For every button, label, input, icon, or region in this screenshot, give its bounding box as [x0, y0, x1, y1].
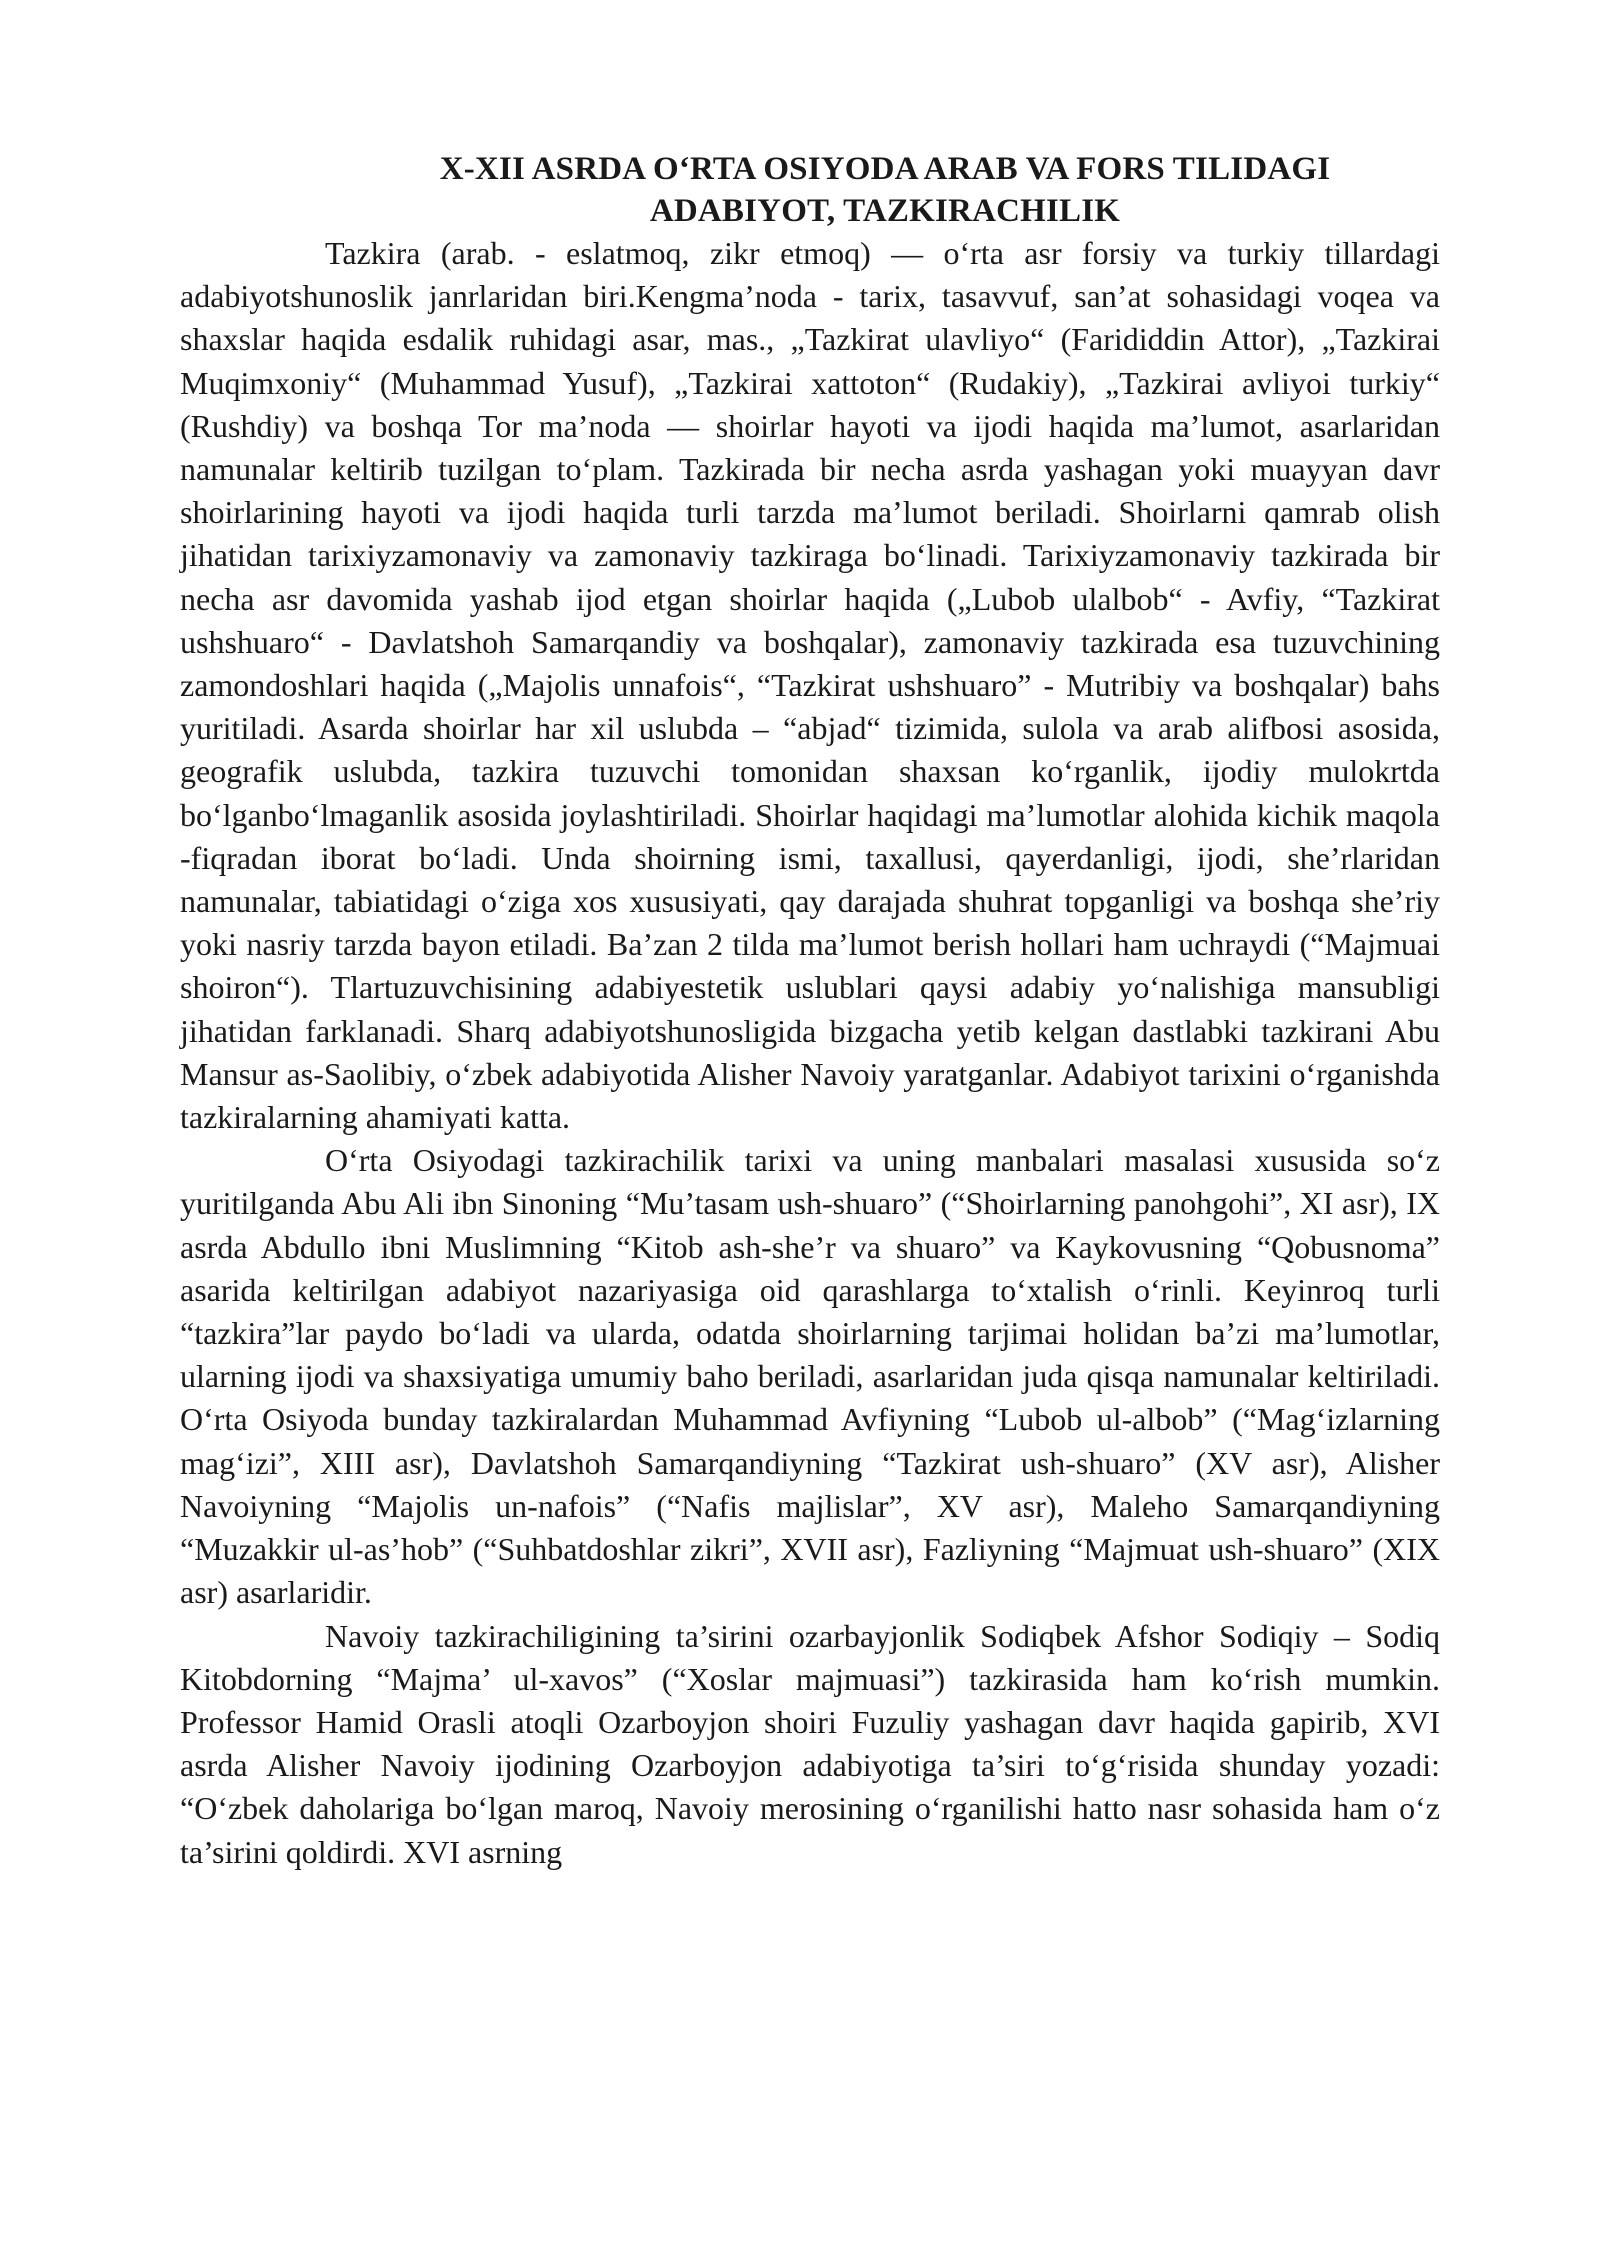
title-line-1: X-XII ASRDA O‘RTA OSIYODA ARAB VA FORS TILIDAGI	[439, 151, 1331, 187]
document-page	[180, 148, 1440, 1874]
paragraph-2: O‘rta Osiyodagi tazkirachilik tarixi va uning manbalari masalasi xususida so‘z yuritilganda Abu Ali ibn Sinoning “Mu’tasam ush-shuaro” (“Shoirlarning panohgohi”, XI asr), IX asrda Abdullo ibni Muslimning “Kitob ash-she’r va shuaro” va Kaykovusning “Qobusnoma” asarida keltirilgan adabiyot nazariyasiga oid qarashlarga to‘xtalish o‘rinli. Keyinroq turli “tazkira”lar paydo bo‘ladi va ularda, odatda shoirlarning tarjimai holidan ba’zi ma’lumotlar, ularning ijodi va shaxsiyatiga umumiy baho beriladi, asarlaridan juda qisqa namunalar keltiriladi. O‘rta Osiyoda bunday tazkiralardan Muhammad Avfiyning “Lubob ul-albob” (“Mag‘izlarning mag‘izi”, XIII asr), Davlatshoh Samarqandiyning “Tazkirat ush-shuaro” (XV asr), Alisher Navoiyning “Majolis un-nafois” (“Nafis majlislar”, XV asr), Maleho Samarqandiyning “Muzakkir ul-as’hob” (“Suhbatdoshlar zikri”, XVII asr), Fazliyning “Majmuat ush-shuaro” (XIX asr) asarlaridir.	[180, 1142, 1440, 1611]
title-line-2: ADABIYOT, TAZKIRACHILIK	[649, 193, 1121, 229]
paragraph-3: Navoiy tazkirachiligining ta’sirini ozarbayjonlik Sodiqbek Afshor Sodiqiy – Sodiq Kitobdorning “Majma’ ul-xavos” (“Xoslar majmuasi”) tazkirasida ham ko‘rish mumkin. Professor Hamid Orasli atoqli Ozarboyjon shoiri Fuzuliy yashagan davr haqida gapirib, XVI asrda Alisher Navoiy ijodining Ozarboyjon adabiyotiga ta’siri to‘g‘risida shunday yozadi: “O‘zbek daholariga bo‘lgan maroq, Navoiy merosining o‘rganilishi hatto nasr sohasida ham o‘z ta’sirini qoldirdi. XVI asrning	[180, 1617, 1440, 1870]
paragraph-1: Tazkira (arab. - eslatmoq, zikr etmoq) — o‘rta asr forsiy va turkiy tillardagi adabiyotshunoslik janrlaridan biri.Kengma’noda - tarix, tasavvuf, san’at sohasidagi voqea va shaxslar haqida esdalik ruhidagi asar, mas., „Tazkirat ulavliyo“ (Farididdin Attor), „Tazkirai Muqimxoniy“ (Muhammad Yusuf), „Tazkirai xattoton“ (Rudakiy), „Tazkirai avliyoi turkiy“ (Rushdiy) va boshqa Tor ma’noda — shoirlar hayoti va ijodi haqida ma’lumot, asarlaridan namunalar keltirib tuzilgan to‘plam. Tazkirada bir necha asrda yashagan yoki muayyan davr shoirlarining hayoti va ijodi haqida turli tarzda ma’lumot beriladi. Shoirlarni qamrab olish jihatidan tarixiyzamonaviy va zamonaviy tazkiraga bo‘linadi. Tarixiyzamonaviy tazkirada bir necha asr davomida yashab ijod etgan shoirlar haqida („Lubob ulalbob“ - Avfiy, “Tazkirat ushshuaro“ - Davlatshoh Samarqandiy va boshqalar), zamonaviy tazkirada esa tuzuvchining zamondoshlari haqida („Majolis unnafois“, “Tazkirat ushshuaro” - Mutribiy va boshqalar) bahs yuritiladi. Asarda shoirlar har xil uslubda – “abjad“ tizimida, sulola va arab alifbosi asosida, geografik uslubda, tazkira tuzuvchi tomonidan shaxsan ko‘rganlik, ijodiy mulokrtda bo‘lganbo‘lmaganlik asosida joylashtiriladi. Shoirlar haqidagi ma’lumotlar alohida kichik maqola -fiqradan iborat bo‘ladi. Unda shoirning ismi, taxallusi, qayerdanligi, ijodi, she’rlaridan namunalar, tabiatidagi o‘ziga xos xususiyati, qay darajada shuhrat topganligi va boshqa she’riy yoki nasriy tarzda bayon etiladi. Ba’zan 2 tilda ma’lumot berish hollari ham uchraydi (“Majmuai shoiron“). Tlartuzuvchisining adabiyestetik uslublari qaysi adabiy yo‘nalishiga mansubligi jihatidan farklanadi. Sharq adabiyotshunosligida bizgacha yetib kelgan dastlabki tazkirani Abu Mansur as-Saolibiy, o‘zbek adabiyotida Alisher Navoiy yaratganlar. Adabiyot tarixini o‘rganishda tazkiralarning ahamiyati katta.	[180, 235, 1440, 1136]
document-title	[330, 148, 1440, 232]
